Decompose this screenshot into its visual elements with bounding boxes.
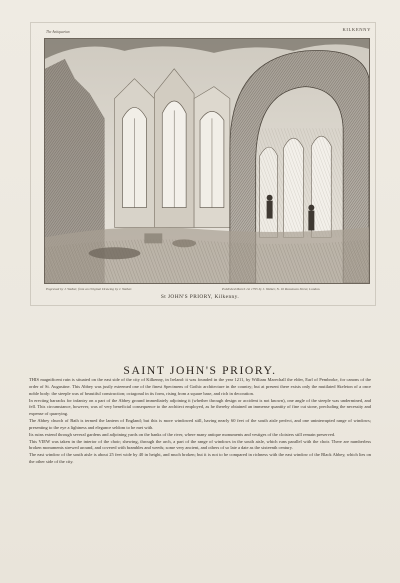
paragraph: The east window of the south aisle is about 25 feet wide by 40 in height, and much broken; but it is not to be compared in richness with the east window of the Black Abbey, which lies on the other side of the city. <box>29 452 371 465</box>
plate-caption: St JOHN'S PRIORY, Kilkenny. <box>160 294 240 300</box>
plate-credit-right: Published March 1st 1795 by J. Walker, N. 16 Rosomans Street, London. <box>222 287 321 291</box>
engraving-plate <box>44 38 370 284</box>
paragraph: In erecting barracks for infantry on a part of the Abbey ground immediately adjoining it (whether through design or accident is not known), one angle of the steeple was undermined, and fell. This circumstance, however, was of very beneficial consequence to the architect employed, as he thereby obtained an immense quantity of fine cut stone, precluding the necessity and expense of quarrying. <box>29 397 371 417</box>
article-body <box>29 377 371 466</box>
header-right-location: KILKENNY <box>342 27 371 32</box>
priory-engraving-image <box>45 39 369 283</box>
plate-credit-left: Engraved by J. Walker, from an Original Drawing by J. Walker. <box>46 287 133 291</box>
header-left: The Antiquarian <box>46 30 70 34</box>
paragraph: This VIEW was taken in the interior of the choir; shewing, through the arch, a part of the range of windows in the south aisle, which runs parallel with the choir. There are numberless broken monuments strewed around, and covered with brambles and weeds; some very ancient, and others of so late a date as the sixteenth century. <box>29 438 371 451</box>
paragraph: Its ruins extend through several gardens and adjoining yards on the banks of the river, where many antique monuments and vestiges of the cloisters still remain preserved. <box>29 431 336 437</box>
paragraph: THIS magnificent ruin is situated on the east side of the city of Kilkenny, in Ireland: it was founded in the year 1211, by William Marechall the elder, Earl of Pembroke, for canons of the order of St. Augustine. This Abbey was justly esteemed one of the finest Specimens of Gothic architecture in the country; but at present there exists only the mutilated Skeleton of a once noble body: the steeple was of beautiful construction; octagonal in its form, rising from a square base, and rich in decoration. <box>29 377 371 396</box>
paragraph: The Abbey church of Bath is termed the lantern of England; but this is more windowed still, having nearly 60 feet of the south aisle perfect, and one uninterrupted range of windows; presenting to the eye a lightness and elegance seldom to be met with. <box>29 418 371 430</box>
article-title: SAINT JOHN'S PRIORY. <box>123 363 277 377</box>
